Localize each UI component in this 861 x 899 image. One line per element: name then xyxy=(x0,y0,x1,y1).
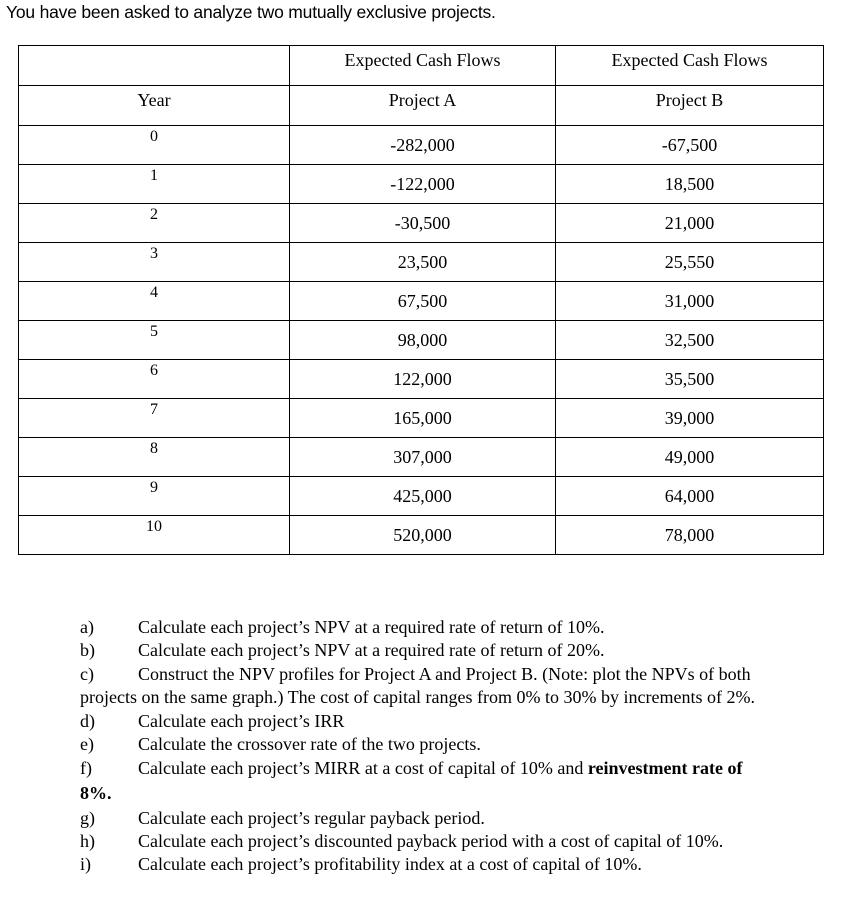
question-label: g) xyxy=(80,808,95,828)
question-label: c) xyxy=(80,664,94,684)
question-label: h) xyxy=(80,831,95,851)
project-a-cell: 23,500 xyxy=(397,252,448,272)
project-a-cell: -282,000 xyxy=(390,135,455,155)
table-row xyxy=(19,360,824,399)
header-cell: Expected Cash Flows xyxy=(556,46,824,86)
table-row xyxy=(19,438,824,477)
question-text: Calculate each project’s profitability index at a cost of capital of 10%. xyxy=(138,854,642,874)
year-cell: 1 xyxy=(150,167,158,184)
project-a-cell: 122,000 xyxy=(393,369,452,389)
table-row xyxy=(19,399,824,438)
table-row xyxy=(19,282,824,321)
project-b-cell: 18,500 xyxy=(664,174,715,194)
table-row xyxy=(19,477,824,516)
project-b-cell: 25,550 xyxy=(664,252,715,272)
question-text: Calculate each project’s MIRR at a cost of capital of 10% and reinvestment rate of xyxy=(138,758,743,778)
project-b-cell: 49,000 xyxy=(664,447,715,467)
table-row xyxy=(19,516,824,555)
year-cell: 7 xyxy=(150,401,158,418)
project-b-cell: 35,500 xyxy=(664,369,715,389)
year-cell: 10 xyxy=(146,518,162,535)
question-text: Construct the NPV profiles for Project A and Project B. (Note: plot the NPVs of both xyxy=(138,664,751,684)
table-row xyxy=(19,321,824,360)
year-cell: 3 xyxy=(150,245,158,262)
question-text: projects on the same graph.) The cost of capital ranges from 0% to 30% by increments of 2%. xyxy=(80,687,755,707)
header-cell: Expected Cash Flows xyxy=(290,46,556,86)
year-cell: 9 xyxy=(150,479,158,496)
question-bold-text: reinvestment rate of xyxy=(587,758,743,778)
table-header-row-2 xyxy=(19,86,824,126)
year-cell: 4 xyxy=(150,284,158,301)
year-cell: 2 xyxy=(150,206,158,223)
project-a-cell: 425,000 xyxy=(393,486,452,506)
question-label: i) xyxy=(80,854,91,874)
question-bold-text: 8%. xyxy=(80,783,112,803)
question-text: Calculate the crossover rate of the two projects. xyxy=(138,734,481,754)
question-text: Calculate each project’s IRR xyxy=(138,711,345,731)
project-b-cell: 39,000 xyxy=(664,408,715,428)
year-cell: 8 xyxy=(150,440,158,457)
intro-text: You have been asked to analyze two mutually exclusive projects. xyxy=(6,2,496,22)
question-label: b) xyxy=(80,640,95,660)
project-b-cell: 32,500 xyxy=(664,330,715,350)
project-a-cell: 165,000 xyxy=(393,408,452,428)
header-cell-year: Year xyxy=(19,86,290,126)
question-label: a) xyxy=(80,617,94,637)
table-row xyxy=(19,126,824,165)
table-row xyxy=(19,165,824,204)
project-a-cell: 307,000 xyxy=(393,447,452,467)
project-a-cell: -122,000 xyxy=(390,174,455,194)
question-text: Calculate each project’s regular payback period. xyxy=(138,808,485,828)
project-a-cell: 67,500 xyxy=(397,291,448,311)
project-b-cell: -67,500 xyxy=(661,135,718,155)
table-row xyxy=(19,243,824,282)
header-cell xyxy=(19,46,290,86)
project-b-cell: 31,000 xyxy=(664,291,715,311)
project-a-cell: -30,500 xyxy=(394,213,451,233)
project-a-cell: 98,000 xyxy=(397,330,448,350)
project-a-cell: 520,000 xyxy=(393,525,452,545)
header-cell-project-a: Project A xyxy=(290,86,556,126)
question-label: e) xyxy=(80,734,94,754)
project-b-cell: 21,000 xyxy=(664,213,715,233)
project-b-cell: 64,000 xyxy=(664,486,715,506)
year-cell: 6 xyxy=(150,362,158,379)
question-text: Calculate each project’s NPV at a required rate of return of 20%. xyxy=(138,640,605,660)
table-row xyxy=(19,204,824,243)
year-cell: 5 xyxy=(150,323,158,340)
table-header-row-1 xyxy=(19,46,824,86)
year-cell: 0 xyxy=(150,128,158,145)
question-label: f) xyxy=(80,758,92,778)
cash-flow-table xyxy=(18,45,824,555)
question-text: Calculate each project’s discounted payback period with a cost of capital of 10%. xyxy=(138,831,724,851)
question-text: Calculate each project’s NPV at a required rate of return of 10%. xyxy=(138,617,605,637)
header-cell-project-b: Project B xyxy=(556,86,824,126)
question-label: d) xyxy=(80,711,95,731)
project-b-cell: 78,000 xyxy=(664,525,715,545)
